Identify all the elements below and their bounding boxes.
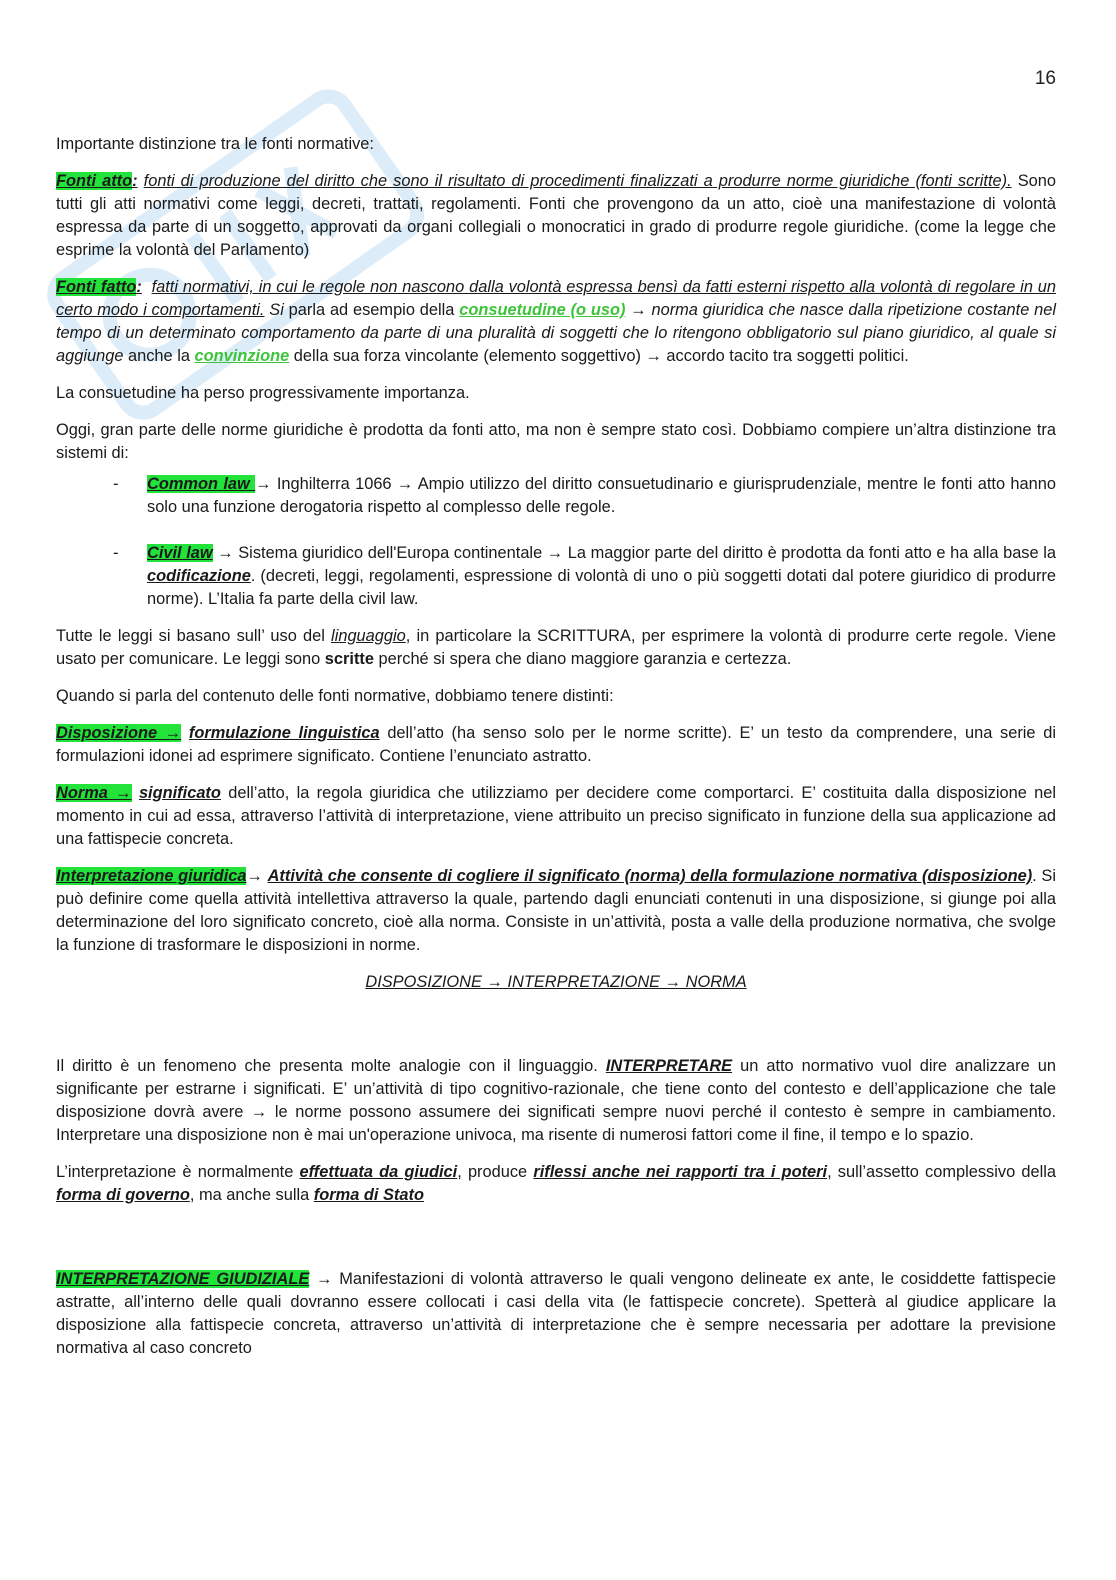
fonti-fatto-italic-2: → norma giuridica che nasce dalla ripetizione costante nel tempo di un determinato comportamento da parte di una pluralità di soggetti che lo ritengono obbligatorio sul piano giuridico, al quale si aggiunge [56, 301, 1056, 365]
page-number: 16 [1034, 68, 1056, 89]
interpretare-term: INTERPRETARE [605, 1057, 733, 1075]
diritto-text-2: un atto normativo vuol dire analizzare un significante per estrarne i significati. E’ un’attività di tipo cognitivo-razionale, che tiene conto del contesto e dell’applicazione che tale disposizione dovrà avere → le norme possono assumere dei significati sempre nuovi perché il contesto è sempre in cambiamento. Interpretare una disposizione non è mai un'operazione univoca, ma risente di numerosi fattori come il fine, il tempo e lo spazio. [56, 1057, 1056, 1144]
fonti-fatto-paragraph [56, 276, 1056, 368]
effettuata-giudici: effettuata da giudici [299, 1163, 458, 1181]
norma-term: Norma → [56, 784, 132, 802]
giudiziale-paragraph [56, 1268, 1056, 1360]
oggi-paragraph: Oggi, gran parte delle norme giuridiche è prodotta da fonti atto, ma non è sempre stato così. Dobbiamo compiere un’altra distinzione tra sistemi di: [56, 421, 1056, 462]
interp-text-4: , ma anche sulla [189, 1186, 314, 1204]
giudiziale-text: → Manifestazioni di volontà attraverso le quali vengono delineate ex ante, le cosiddette fattispecie astratte, all’interno delle quali dovranno essere collocati i casi della vita (le fattispecie concrete). Spetterà al giudice applicare la disposizione alla fattispecie concreta, attraverso un’attività di interpretazione che è sempre necessaria per adottare la previsione normativa al caso concreto [56, 1270, 1057, 1357]
forma-governo: forma di governo [56, 1186, 190, 1204]
interpretazione-giuridica-key: Attività che consente di cogliere il significato (norma) della formulazione normativa (disposizione) [267, 867, 1033, 885]
list-dash: - [113, 544, 119, 562]
fonti-atto-body: Sono tutti gli atti normativi come leggi, decreti, trattati, regolamenti. Fonti che provengono da un atto, cioè una manifestazione di volontà espressa da parte di un soggetto, approvati da organi collegiali o monocratici in grado di produrre regole giuridiche. (come la legge che esprime la volontà del Parlamento) [56, 172, 1056, 259]
fonti-fatto-term: Fonti fatto [56, 278, 137, 296]
fonti-atto-paragraph [56, 170, 1056, 262]
leggi-text-3: perché si spera che diano maggiore garanzia e certezza. [374, 650, 792, 668]
leggi-text-1: Tutte le leggi si basano sull’ uso del [56, 627, 332, 645]
norma-text: dell’atto, la regola giuridica che utilizziamo per decidere come comportarci. E’ costituita dalla disposizione nel momento in cui ad essa, attraverso l’attività di interpretazione, viene attribuito un preciso significato in funzione della sua applicazione ad una fattispecie concreta. [56, 784, 1056, 848]
interpretazione-normale-paragraph [56, 1161, 1056, 1207]
formula-line: DISPOSIZIONE → INTERPRETAZIONE → NORMA [365, 973, 747, 991]
fonti-fatto-definition: fatti normativi, in cui le regole non nascono dalla volontà espressa bensì da fatti esterni rispetto alla volontà di regolare in un certo modo i comportamenti. [56, 278, 1057, 319]
interp-text-2: , produce [457, 1163, 534, 1181]
interpretazione-arrow: → [246, 867, 268, 885]
leggi-text-2: , in particolare la SCRITTURA, per esprimere la volontà di produrre certe regole. Viene usato per comunicare. Le leggi sono [56, 627, 1056, 668]
civil-law-text-2: . (decreti, leggi, regolamenti, espressione di volontà di uno o più soggetti dotati dal potere giuridico di produrre norme). L’Italia fa parte della civil law. [147, 567, 1056, 608]
norma-paragraph [56, 782, 1056, 851]
forma-stato: forma di Stato [313, 1186, 424, 1204]
fonti-atto-definition: fonti di produzione del diritto che sono il risultato di procedimenti finalizzati a produrre norme giuridiche (fonti scritte). [143, 172, 1012, 190]
leggi-paragraph [56, 625, 1056, 671]
disposizione-term: Disposizione → [56, 724, 182, 742]
fonti-fatto-si: Si [264, 301, 284, 319]
consuetudine-term: consuetudine (o uso) [459, 301, 626, 319]
fonti-atto-colon: : [132, 172, 138, 190]
convinzione-term: convinzione [194, 347, 290, 365]
contenuto-paragraph: Quando si parla del contenuto delle fonti normative, dobbiamo tenere distinti: [56, 687, 614, 705]
fonti-fatto-text-1: parla ad esempio della [283, 301, 460, 319]
linguaggio-term: linguaggio [331, 627, 406, 645]
codificazione-term: codificazione [147, 567, 251, 585]
diritto-paragraph [56, 1055, 1056, 1147]
norma-key: significato [138, 784, 221, 802]
interpretazione-giuridica-text: . Si può definire come quella attività intellettiva attraverso la quale, partendo dagli enunciati contenuti in una disposizione, si giunge poi alla determinazione del loro significato concreto, cioè alla norma. Consiste in un’attività, posta a valle della produzione normativa, che svolge la funzione di trasformare le disposizioni in norme. [56, 867, 1056, 954]
riflessi-poteri: riflessi anche nei rapporti tra i poteri [533, 1163, 828, 1181]
fonti-fatto-colon: : [136, 278, 142, 296]
civil-law-text-1: → Sistema giuridico dell'Europa continentale → La maggior parte del diritto è prodotta da fonti atto e ha alla base la [212, 544, 1056, 562]
intro-paragraph: Importante distinzione tra le fonti normative: [56, 135, 374, 153]
list-item-common-law [56, 473, 1056, 519]
interpretazione-giuridica-paragraph [56, 865, 1056, 957]
list-dash: - [113, 475, 119, 493]
disposizione-paragraph [56, 722, 1056, 768]
legal-systems-list [56, 473, 1056, 611]
fonti-fatto-text-2: anche la [123, 347, 195, 365]
disposizione-text: dell’atto (ha senso solo per le norme scritte). E’ un testo da comprendere, una serie di formulazioni idonei ad esprimere significato. Contiene l’enunciato astratto. [56, 724, 1056, 765]
list-item-civil-law [56, 542, 1056, 611]
interp-text-3: , sull’assetto complessivo della [827, 1163, 1056, 1181]
scritte-term: scritte [324, 650, 374, 668]
interp-text-1: L’interpretazione è normalmente [56, 1163, 300, 1181]
giudiziale-term: INTERPRETAZIONE GIUDIZIALE [56, 1270, 310, 1288]
common-law-term: Common law [147, 475, 256, 493]
document-body [56, 133, 1056, 1374]
interpretazione-giuridica-term: Interpretazione giuridica [56, 867, 247, 885]
diritto-text-1: Il diritto è un fenomeno che presenta molte analogie con il linguaggio. [56, 1057, 606, 1075]
disposizione-key: formulazione linguistica [188, 724, 380, 742]
consuetudine-note: La consuetudine ha perso progressivamente importanza. [56, 384, 470, 402]
fonti-fatto-text-3: della sua forza vincolante (elemento soggettivo) → accordo tacito tra soggetti politici. [289, 347, 909, 365]
civil-law-term: Civil law [147, 544, 213, 562]
common-law-text: → Inghilterra 1066 → Ampio utilizzo del diritto consuetudinario e giurisprudenziale, mentre le fonti atto hanno solo una funzione derogatoria rispetto al complesso delle regole. [147, 475, 1056, 516]
fonti-atto-term: Fonti atto [56, 172, 133, 190]
